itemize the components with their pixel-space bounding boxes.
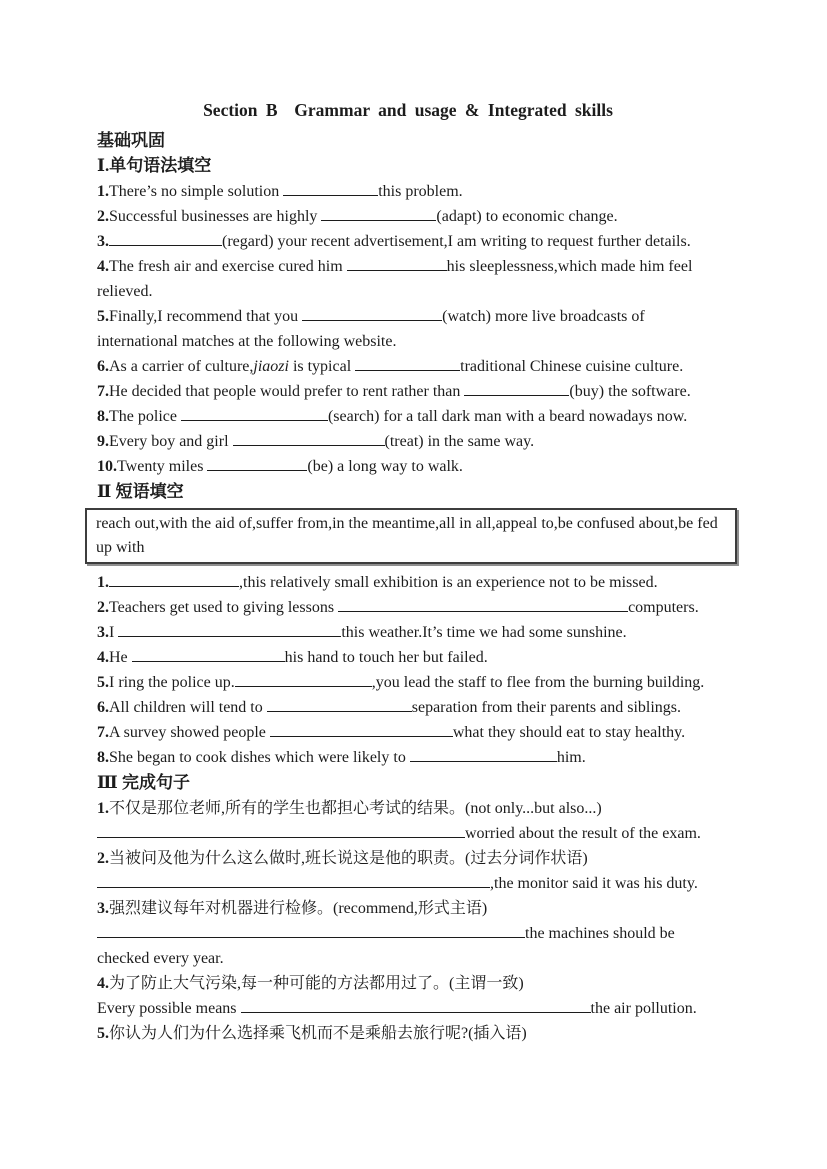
word-bank-box: reach out,with the aid of,suffer from,in the meantime,all in all,appeal to,be confused about,be fed up with <box>85 508 737 564</box>
blank-line <box>181 407 328 421</box>
exercise-item-prompt <box>97 846 719 871</box>
blank-line <box>464 382 569 396</box>
text-segment: (treat) in the same way. <box>384 433 535 450</box>
item-number: 5. <box>97 1025 109 1042</box>
blank-line <box>410 748 557 762</box>
text-segment: his hand to touch her but failed. <box>284 649 488 666</box>
item-number: 4. <box>97 258 109 275</box>
text-segment: (search) for a tall dark man with a beard nowadays now. <box>327 408 688 425</box>
exercise-item-prompt <box>97 896 719 921</box>
exercise-item <box>97 404 719 429</box>
text-segment: Twenty miles <box>117 458 208 475</box>
exercise-item <box>97 379 719 404</box>
exercise-item-prompt <box>97 1021 719 1046</box>
item-number: 5. <box>97 674 109 691</box>
text-segment: The police <box>109 408 181 425</box>
exercise-item <box>97 695 719 720</box>
text-segment: what they should eat to stay healthy. <box>452 724 686 741</box>
item-number: 5. <box>97 308 109 325</box>
exercise-item-prompt <box>97 796 719 821</box>
italic-term: jiaozi <box>253 358 289 375</box>
item-number: 2. <box>97 599 109 616</box>
exercise-item-answer <box>97 996 719 1021</box>
text-segment: him. <box>556 749 586 766</box>
item-number: 4. <box>97 975 109 992</box>
item-number: 7. <box>97 383 109 400</box>
text-segment: She began to cook dishes which were likely to <box>109 749 410 766</box>
text-segment: (be) a long way to walk. <box>307 458 463 475</box>
text-segment: (adapt) to economic change. <box>436 208 618 225</box>
prompt-text: 为了防止大气污染,每一种可能的方法都用过了。(主谓一致) <box>109 975 524 992</box>
item-number: 7. <box>97 724 109 741</box>
text-segment: A survey showed people <box>109 724 270 741</box>
blank-line <box>109 232 222 246</box>
exercise-item <box>97 570 719 595</box>
blank-line <box>355 357 460 371</box>
text-segment: As a carrier of culture, <box>109 358 254 375</box>
text-segment: this problem. <box>378 183 463 200</box>
text-segment: this weather.It’s time we had some sunshine. <box>341 624 627 641</box>
item-number: 1. <box>97 183 109 200</box>
exercise-item <box>97 620 719 645</box>
blank-line <box>347 257 447 271</box>
exercise-item <box>97 179 719 204</box>
text-segment: He <box>109 649 132 666</box>
item-number: 9. <box>97 433 109 450</box>
exercise-item <box>97 745 719 770</box>
blank-line <box>118 623 341 637</box>
text-segment: Successful businesses are highly <box>109 208 322 225</box>
blank-line <box>241 999 591 1013</box>
item-number: 3. <box>97 233 109 250</box>
exercise-item-prompt <box>97 971 719 996</box>
exercise-item <box>97 454 719 479</box>
text-segment: (buy) the software. <box>569 383 691 400</box>
item-number: 2. <box>97 850 109 867</box>
part-2-phrase-fill <box>97 479 719 770</box>
text-segment: There’s no simple solution <box>109 183 284 200</box>
blank-line <box>97 874 490 888</box>
part-3-complete-sentences <box>97 770 719 1046</box>
text-segment: Teachers get used to giving lessons <box>109 599 339 616</box>
blank-line <box>97 924 525 938</box>
blank-line <box>338 598 628 612</box>
blank-line <box>283 182 378 196</box>
text-segment: separation from their parents and siblings. <box>411 699 682 716</box>
text-segment: his sleeplessness,which made him feel relieved. <box>97 258 693 300</box>
text-segment: I <box>109 624 119 641</box>
exercise-item <box>97 595 719 620</box>
exercise-item-answer <box>97 921 719 971</box>
text-segment: I ring the police up. <box>109 674 235 691</box>
text-segment: Every possible means <box>97 1000 241 1017</box>
part-1-items <box>97 179 719 479</box>
item-number: 3. <box>97 624 109 641</box>
part-2-heading: Ⅱ 短语填空 <box>97 482 184 501</box>
text-segment: traditional Chinese cuisine culture. <box>460 358 684 375</box>
text-segment: the machines should be checked every year. <box>97 925 675 967</box>
prompt-text: 当被问及他为什么这么做时,班长说这是他的职责。(过去分词作状语) <box>109 850 588 867</box>
text-segment: ,this relatively small exhibition is an experience not to be missed. <box>239 574 658 591</box>
item-number: 8. <box>97 408 109 425</box>
part-3-items <box>97 796 719 1046</box>
item-number: 4. <box>97 649 109 666</box>
blank-line <box>267 698 412 712</box>
blank-line <box>321 207 436 221</box>
exercise-item-answer <box>97 871 719 896</box>
text-segment: He decided that people would prefer to rent rather than <box>109 383 465 400</box>
blank-line <box>132 648 285 662</box>
page-title: Section B Grammar and usage & Integrated skills <box>203 100 613 120</box>
blank-line <box>233 432 385 446</box>
blank-line <box>270 723 453 737</box>
item-number: 2. <box>97 208 109 225</box>
text-segment: ,the monitor said it was his duty. <box>490 875 698 892</box>
part-3-heading: Ⅲ 完成句子 <box>97 773 190 792</box>
exercise-item <box>97 204 719 229</box>
blank-line <box>235 673 372 687</box>
text-segment: Finally,I recommend that you <box>109 308 303 325</box>
part-2-items <box>97 570 719 770</box>
text-segment: (regard) your recent advertisement,I am writing to request further details. <box>222 233 691 250</box>
exercise-item <box>97 645 719 670</box>
text-segment: is typical <box>288 358 356 375</box>
worksheet-content <box>97 98 719 1046</box>
foundation-heading: 基础巩固 <box>97 131 165 150</box>
part-1-heading: Ⅰ.单句语法填空 <box>97 156 212 175</box>
prompt-text: 强烈建议每年对机器进行检修。(recommend,形式主语) <box>109 900 488 917</box>
item-number: 6. <box>97 358 109 375</box>
prompt-text: 你认为人们为什么选择乘飞机而不是乘船去旅行呢?(插入语) <box>109 1025 527 1042</box>
text-segment: the air pollution. <box>590 1000 697 1017</box>
text-segment: All children will tend to <box>109 699 267 716</box>
text-segment: (watch) more live broadcasts of international matches at the following website. <box>97 308 645 350</box>
text-segment: ,you lead the staff to flee from the burning building. <box>371 674 705 691</box>
item-number: 10. <box>97 458 117 475</box>
exercise-item <box>97 720 719 745</box>
exercise-item <box>97 304 719 354</box>
item-number: 1. <box>97 800 109 817</box>
exercise-item <box>97 429 719 454</box>
exercise-item <box>97 670 719 695</box>
blank-line <box>97 824 465 838</box>
item-number: 3. <box>97 900 109 917</box>
part-1-grammar-fill <box>97 153 719 479</box>
item-number: 6. <box>97 699 109 716</box>
exercise-item <box>97 229 719 254</box>
item-number: 8. <box>97 749 109 766</box>
prompt-text: 不仅是那位老师,所有的学生也都担心考试的结果。(not only...but also...) <box>109 800 602 817</box>
blank-line <box>109 573 239 587</box>
blank-line <box>207 457 307 471</box>
exercise-item-answer <box>97 821 719 846</box>
text-segment: The fresh air and exercise cured him <box>109 258 347 275</box>
item-number: 1. <box>97 574 109 591</box>
blank-line <box>302 307 442 321</box>
exercise-item <box>97 254 719 304</box>
text-segment: worried about the result of the exam. <box>465 825 701 842</box>
exercise-item <box>97 354 719 379</box>
text-segment: computers. <box>628 599 699 616</box>
text-segment: Every boy and girl <box>109 433 233 450</box>
